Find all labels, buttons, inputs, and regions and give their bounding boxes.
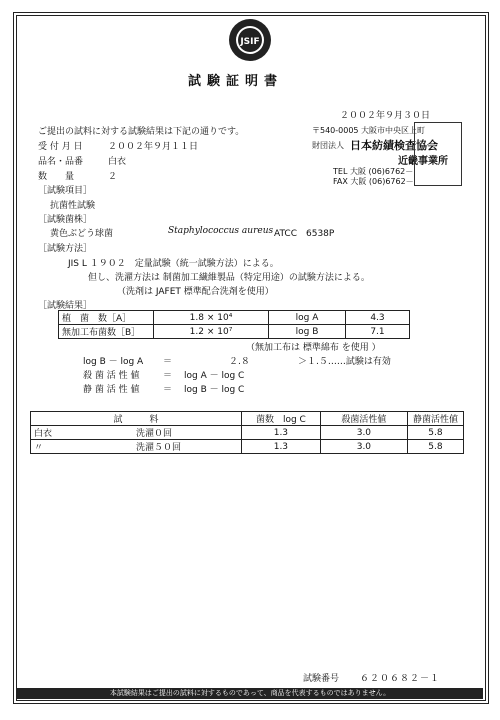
wash-count: 洗濯５０回 [133, 440, 241, 454]
disclaimer-footer: 本試験結果はご提出の試料に対するものであって、商品を代表するものではありません。 [17, 688, 483, 699]
issuer-org-prefix: 財団法人 [312, 141, 344, 150]
formula-2-left: 殺 菌 活 性 値 [83, 371, 140, 381]
header-kill-activity: 殺菌活性値 [320, 412, 407, 426]
formula-3-equals: ＝ [163, 385, 173, 395]
received-label: 受 付 月 日 [38, 142, 83, 152]
results-row-log-label: log B [269, 325, 346, 339]
quantity-value: ２ [108, 172, 118, 182]
results-table [58, 310, 410, 339]
kill-activity-value: 3.0 [320, 440, 407, 454]
test-number-label: 試験番号 [303, 674, 340, 684]
header-sample: 試 料 [31, 412, 242, 426]
formula-3-left: 静 菌 活 性 値 [83, 385, 140, 395]
log-c-value: 1.3 [241, 440, 320, 454]
results-row-log-value: 7.1 [346, 325, 410, 339]
jsif-seal-icon [228, 18, 272, 62]
table-row [59, 311, 410, 325]
method-line-2: 但し、洗濯方法は 制菌加工繊維製品（特定用途）の試験方法による。 [88, 273, 370, 283]
log-c-value: 1.3 [241, 426, 320, 440]
results-row-value: 1.8 × 10⁴ [154, 311, 269, 325]
formula-1-left: log B － log A [83, 357, 144, 367]
strain-latin: Staphylococcus aureus [168, 226, 274, 236]
standard-fabric-note: （無加工布は 標準綿布 を使用 ） [246, 343, 381, 353]
sample-name: 白衣 [31, 426, 134, 440]
product-label: 品名・品番 [38, 157, 84, 167]
results-label: ［試験結果］ [38, 301, 93, 311]
formula-2-equals: ＝ [163, 371, 173, 381]
product-value: 白衣 [108, 157, 127, 167]
wash-count: 洗濯０回 [133, 426, 241, 440]
static-activity-value: 5.8 [407, 426, 463, 440]
formula-1-right: ＞１.５……試験は有効 [298, 357, 391, 367]
svg-text:JSIF: JSIF [240, 37, 260, 47]
issue-date: ２００２年９月３０日 [340, 111, 431, 121]
method-line-3: （洗剤は JAFET 標準配合洗剤を使用） [117, 287, 274, 297]
table-row [31, 426, 464, 440]
issuer-branch: 近畿事業所 [398, 156, 448, 167]
test-number-value: ６２０６８２－１ [360, 674, 441, 684]
issuer-fax: FAX 大阪 (06)6762－ [333, 177, 414, 186]
final-results-table [30, 411, 464, 454]
results-row-value: 1.2 × 10⁷ [154, 325, 269, 339]
issuer-address: 〒540-0005 大阪市中央区上町 [312, 126, 426, 135]
document-title: 試験証明書 [188, 74, 284, 89]
header-log-c: 菌数 log C [241, 412, 320, 426]
sample-name: 〃 [31, 440, 134, 454]
kill-activity-value: 3.0 [320, 426, 407, 440]
formula-1-equals: ＝ [163, 357, 173, 367]
table-header-row [31, 412, 464, 426]
intro-text: ご提出の試料に対する試験結果は下記の通りです。 [38, 127, 245, 137]
formula-1-value: ２.８ [229, 357, 250, 367]
results-row-log-value: 4.3 [346, 311, 410, 325]
header-static-activity: 静菌活性値 [407, 412, 463, 426]
test-item-value: 抗菌性試験 [50, 201, 96, 211]
quantity-label: 数 量 [38, 172, 75, 182]
method-line-1: JIS L １９０２ 定量試験（統一試験方法）による。 [68, 259, 279, 269]
received-date: ２００２年９月１１日 [108, 142, 199, 152]
table-row [31, 440, 464, 454]
strain-label: ［試験菌株］ [38, 215, 93, 225]
formula-2-right: log A － log C [184, 371, 245, 381]
test-item-label: ［試験項目］ [38, 186, 93, 196]
strain-code: ATCC 6538P [274, 229, 335, 239]
table-row [59, 325, 410, 339]
results-row-label: 植 菌 数［A］ [59, 311, 154, 325]
issuer-tel: TEL 大阪 (06)6762－ [333, 167, 414, 176]
results-row-label: 無加工布菌数［B］ [59, 325, 154, 339]
official-stamp [414, 122, 462, 186]
static-activity-value: 5.8 [407, 440, 463, 454]
method-label: ［試験方法］ [38, 244, 93, 254]
formula-3-right: log B － log C [184, 385, 245, 395]
strain-jp: 黄色ぶどう球菌 [50, 229, 114, 239]
results-row-log-label: log A [269, 311, 346, 325]
issuer-org-name: 日本紡績検査協会 [350, 139, 438, 152]
